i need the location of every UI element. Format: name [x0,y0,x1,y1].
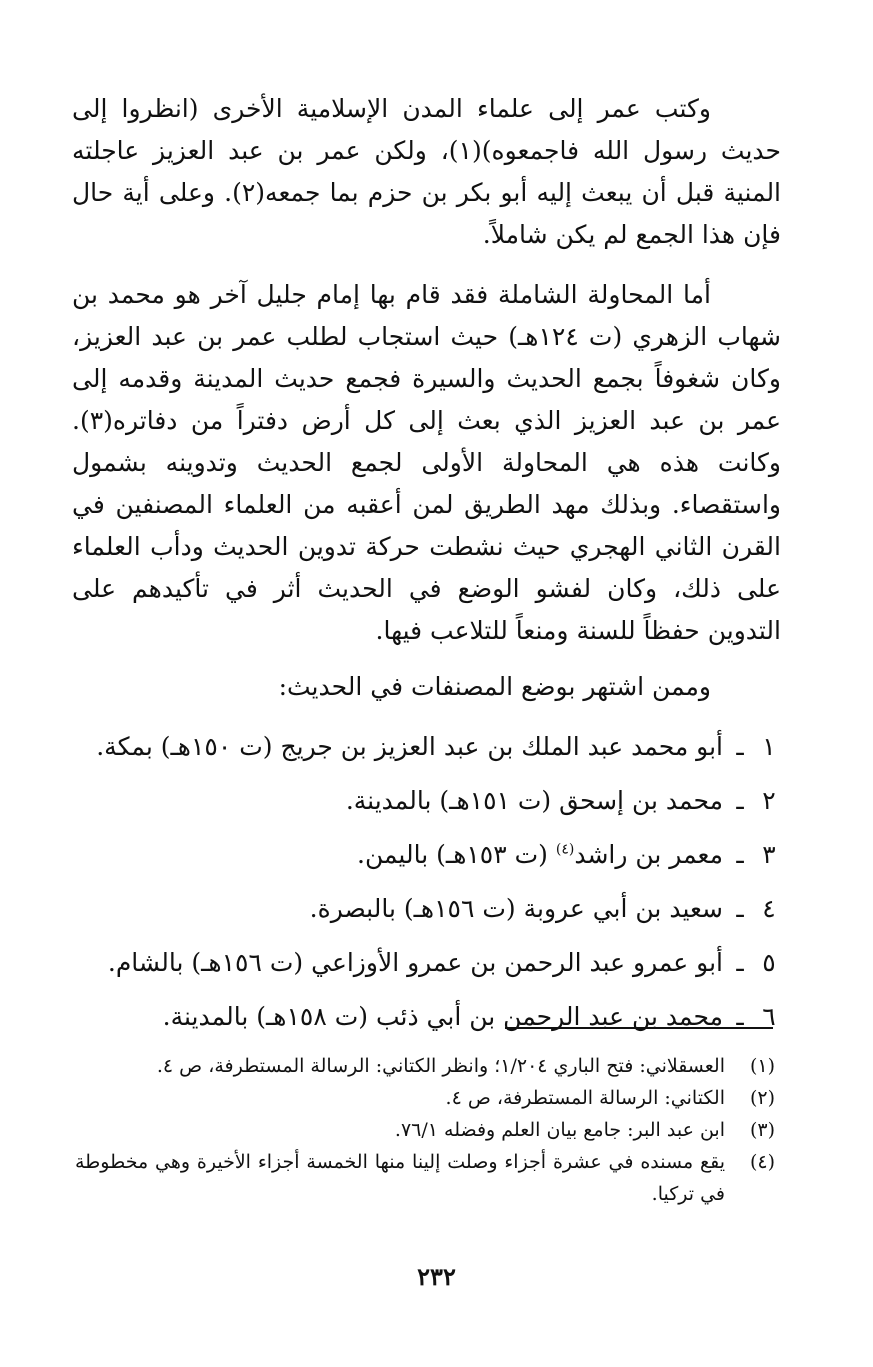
page-number: ٢٣٢ [417,1262,456,1291]
list-intro: وممن اشتهر بوضع المصنفات في الحديث: [278,672,711,701]
list-item-text-continued: (ت ١٥٣هـ) باليمن. [357,840,556,869]
list-dash: ـ [736,786,744,815]
list-item [72,990,781,1044]
footnote-number: (٢) [749,1087,775,1109]
list-dash: ـ [736,840,744,869]
list-dash: ـ [736,894,744,923]
list-item [72,936,781,990]
footnote [75,1146,775,1210]
footnote-number: (٣) [749,1119,775,1141]
list-dash: ـ [736,1002,744,1031]
list-dash: ـ [736,948,744,977]
list-item-number: ٤ [762,894,776,923]
footnote [75,1050,775,1082]
list-item-text: أبو محمد عبد الملك بن عبد العزيز بن جريج (ت ١٥٠هـ) بمكة. [96,732,723,761]
list-item [72,828,781,882]
footnote-text: يقع مسنده في عشرة أجزاء وصلت إلينا منها الخمسة أجزاء الأخيرة وهي مخطوطة في تركيا. [75,1151,725,1205]
footnote-number: (٤) [749,1151,775,1173]
list-item-text: معمر بن راشد [574,840,723,869]
list-item-text: محمد بن عبد الرحمن بن أبي ذئب (ت ١٥٨هـ) بالمدينة. [162,1002,723,1031]
list-dash: ـ [736,732,744,761]
main-text [72,88,781,1044]
scholars-list [72,720,781,1044]
list-item-number: ٢ [762,786,776,815]
footnote [75,1082,775,1114]
list-item-number: ٦ [762,1002,776,1031]
list-item [72,720,781,774]
paragraph-1: وكتب عمر إلى علماء المدن الإسلامية الأخرى (انظروا إلى حديث رسول الله فاجمعوه)(١)، ولكن عمر بن عبد العزيز عاجلته المنية قبل أن يبعث إليه أبو بكر بن حزم بما جمعه(٢). وعلى أية حال فإن هذا الجمع لم يكن شاملاً. [72,94,782,249]
footnote-number: (١) [749,1055,775,1077]
footnote [75,1114,775,1146]
footnotes [75,1050,775,1210]
list-item-text: محمد بن إسحق (ت ١٥١هـ) بالمدينة. [345,786,723,815]
list-item-number: ٥ [762,948,776,977]
footnote-text: ابن عبد البر: جامع بيان العلم وفضله ٧٦/١. [394,1119,725,1141]
footnote-text: الكتاني: الرسالة المستطرفة، ص ٤. [445,1087,725,1109]
list-item-text: أبو عمرو عبد الرحمن بن عمرو الأوزاعي (ت ١٥٦هـ) بالشام. [107,948,723,977]
list-item [72,882,781,936]
footnote-separator [505,1027,773,1029]
list-item [72,774,781,828]
footnote-text: العسقلاني: فتح الباري ١/٢٠٤؛ وانظر الكتاني: الرسالة المستطرفة، ص ٤. [156,1055,725,1077]
paragraph-2: أما المحاولة الشاملة فقد قام بها إمام جليل آخر هو محمد بن شهاب الزهري (ت ١٢٤هـ) حيث استجاب لطلب عمر بن عبد العزيز، وكان شغوفاً بجمع الحديث والسيرة فجمع حديث المدينة وقدمه إلى عمر بن عبد العزيز الذي بعث إلى كل أرض دفتراً من دفاتره(٣). وكانت هذه هي المحاولة الأولى لجمع الحديث وتدوينه بشمول واستقصاء. وبذلك مهد الطريق لمن أعقبه من العلماء المصنفين في القرن الثاني الهجري حيث نشطت حركة تدوين الحديث ودأب العلماء على ذلك، وكان لفشو الوضع في الحديث أثر في تأكيدهم على التدوين حفظاً للسنة ومنعاً للتلاعب فيها. [72,280,782,645]
list-item-number: ٣ [762,840,776,869]
list-item-text: سعيد بن أبي عروبة (ت ١٥٦هـ) بالبصرة. [309,894,723,923]
footnote-marker: (٤) [555,841,575,858]
list-item-number: ١ [762,732,776,761]
